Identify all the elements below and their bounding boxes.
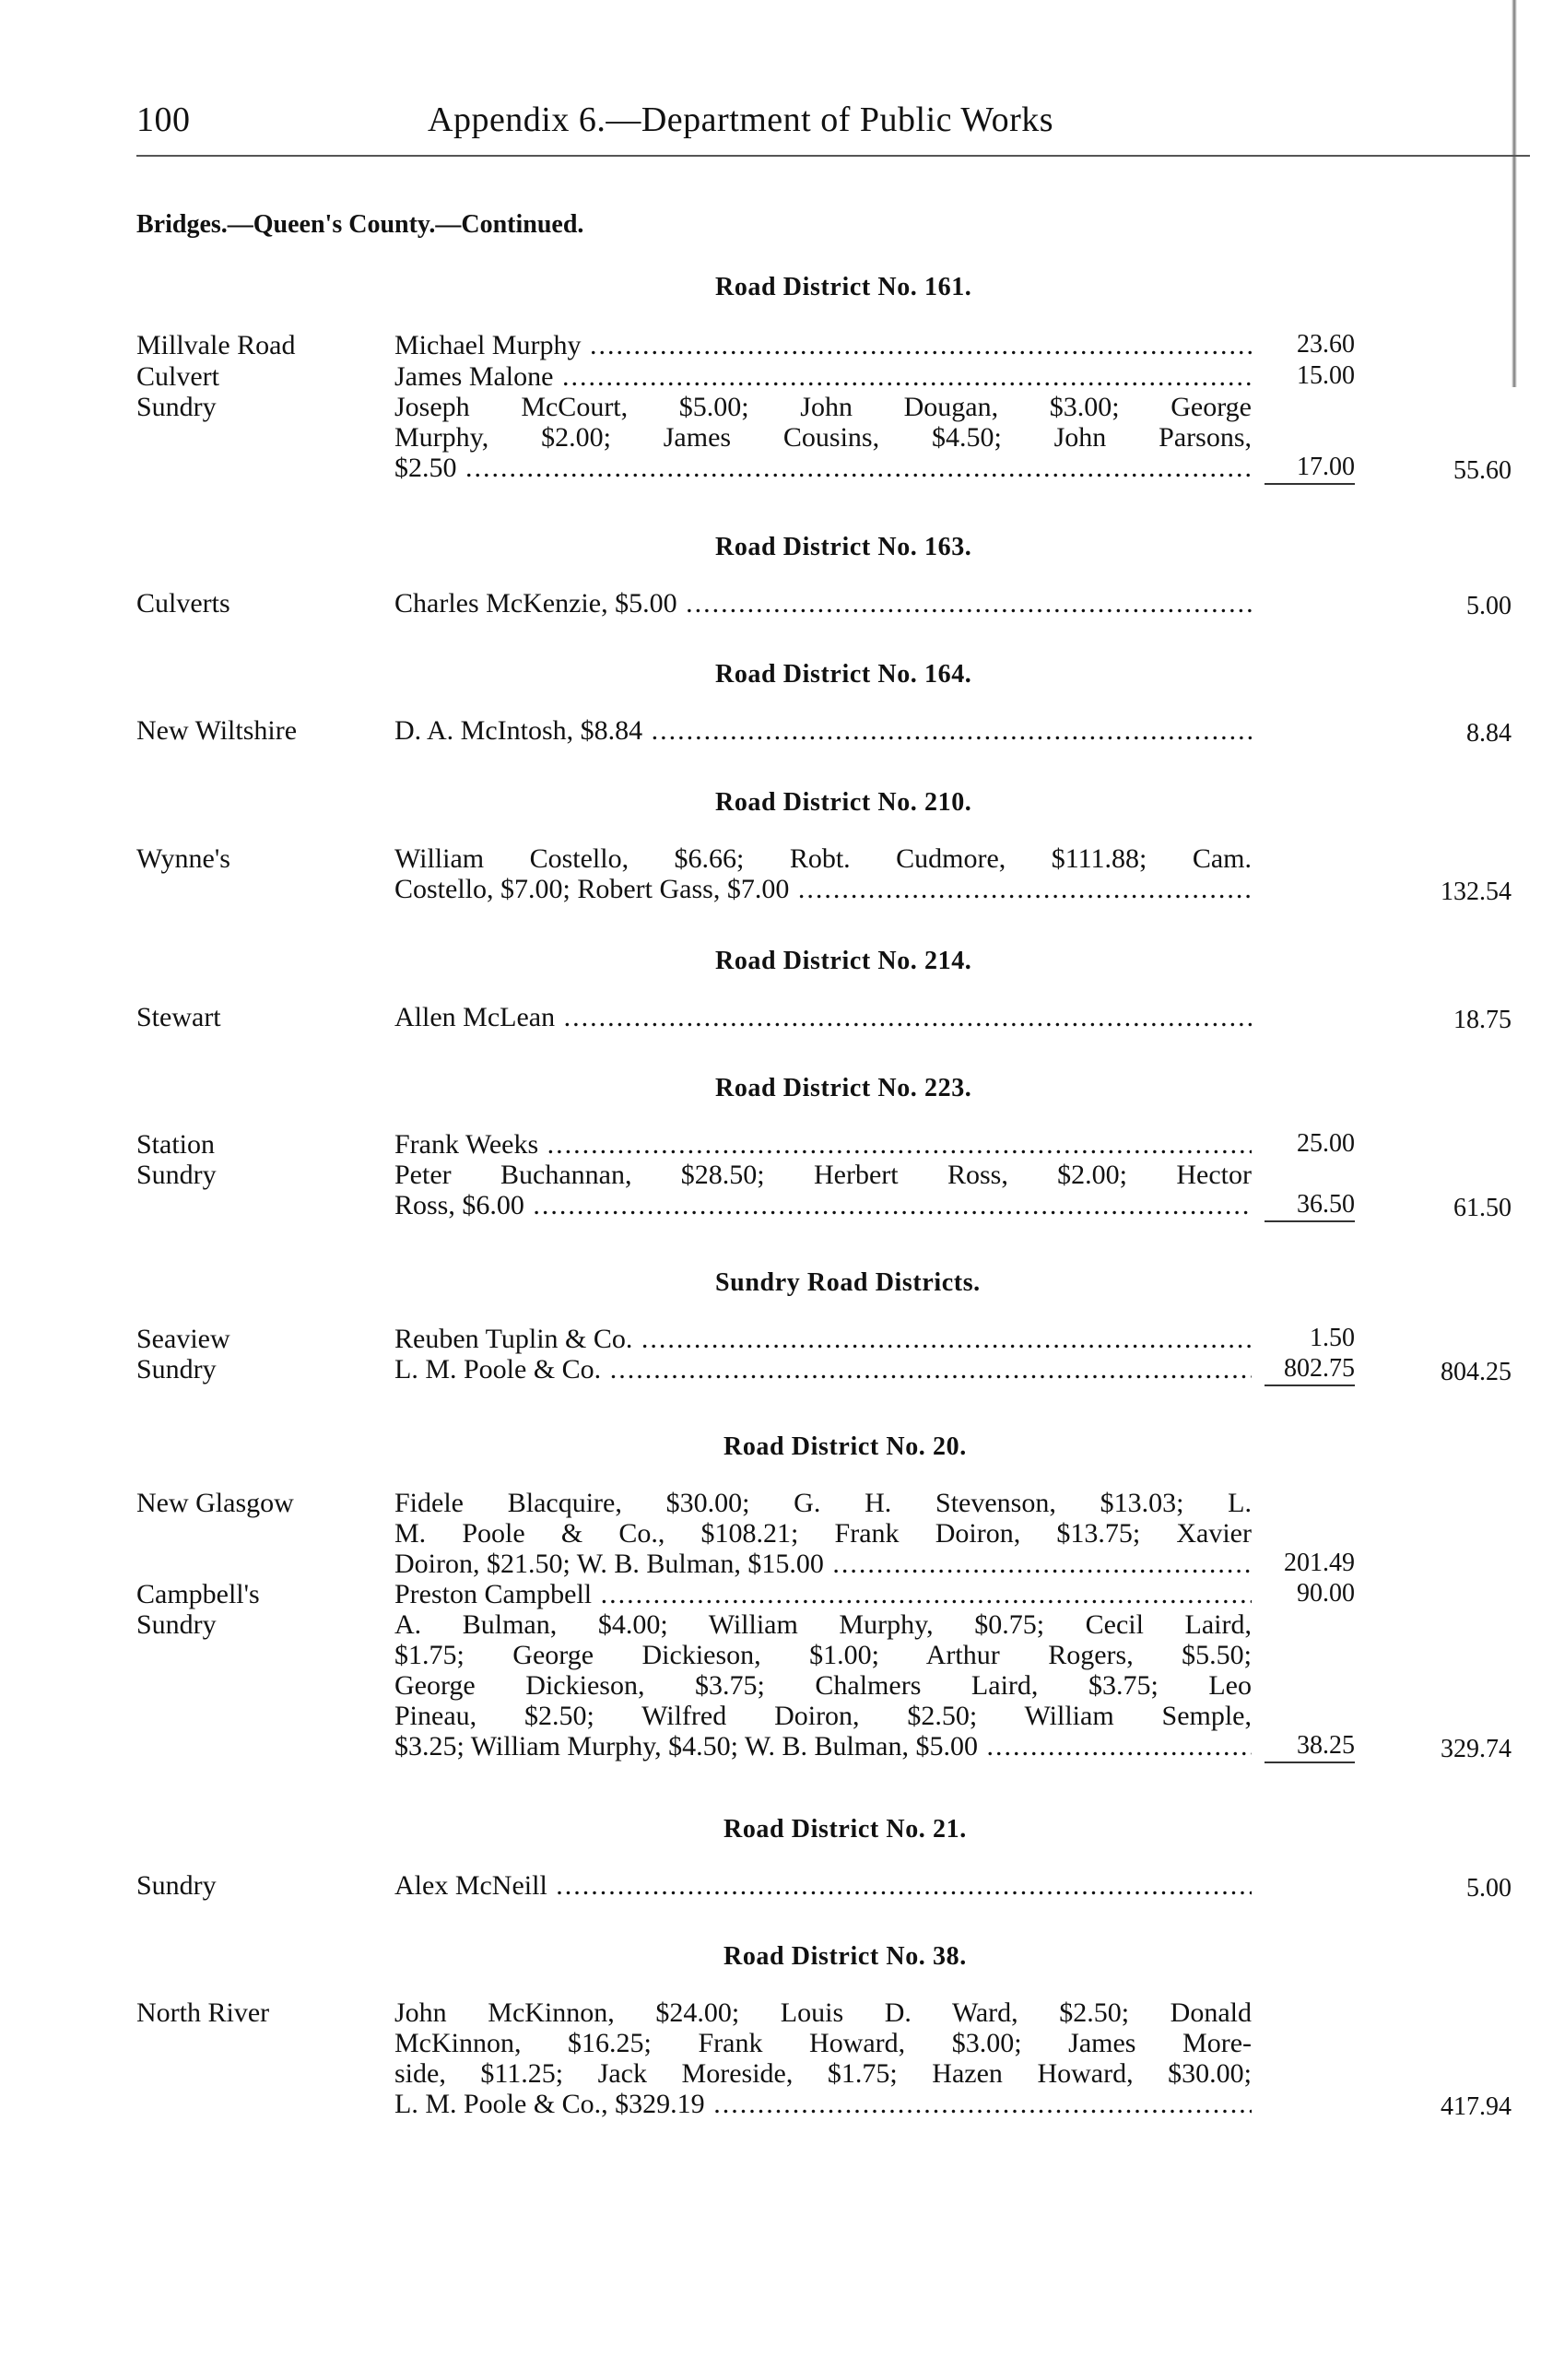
- entry-location: New Glasgow: [136, 1488, 294, 1518]
- entry-location: Sundry: [136, 1609, 217, 1640]
- description-line: Pineau, $2.50; Wilfred Doiron, $2.50; William Semple,: [394, 1701, 1252, 1731]
- description-line: Murphy, $2.00; James Cousins, $4.50; John Parsons,: [394, 422, 1252, 453]
- entry-description: [394, 1997, 1252, 2119]
- entry-amount: 25.00: [1297, 1129, 1355, 1158]
- description-line: Charles McKenzie, $5.00 .....: [394, 588, 1252, 619]
- entry-amount: 201.49: [1284, 1549, 1355, 1577]
- district-heading: Road District No. 38.: [723, 1942, 967, 1971]
- description-line: Reuben Tuplin & Co. .....: [394, 1324, 1252, 1354]
- entry-location: Sundry: [136, 392, 217, 422]
- entry-amount: 15.00: [1297, 361, 1355, 390]
- entry-description: [394, 1002, 1252, 1032]
- subtotal-rule: [1265, 483, 1355, 485]
- entry-description: [394, 392, 1252, 483]
- subtotal-rule: [1265, 1761, 1355, 1763]
- entry-location: New Wiltshire: [136, 715, 298, 746]
- entry-description: [394, 1160, 1252, 1220]
- page-title: Appendix 6.—Department of Public Works: [428, 100, 1054, 139]
- entry-description: [394, 1870, 1252, 1901]
- entry-description: [394, 1609, 1252, 1761]
- entry-location: North River: [136, 1997, 270, 2028]
- description-line: Joseph McCourt, $5.00; John Dougan, $3.00; George: [394, 392, 1252, 422]
- description-line: M. Poole & Co., $108.21; Frank Doiron, $13.75; Xavier: [394, 1518, 1252, 1549]
- entry-amount: 802.75: [1284, 1354, 1355, 1383]
- description-line: William Costello, $6.66; Robt. Cudmore, $111.88; Cam.: [394, 843, 1252, 874]
- description-line: John McKinnon, $24.00; Louis D. Ward, $2.50; Donald: [394, 1997, 1252, 2028]
- district-heading: Road District No. 20.: [723, 1432, 967, 1461]
- district-heading: Road District No. 21.: [723, 1815, 967, 1844]
- entry-amount: 23.60: [1297, 330, 1355, 359]
- district-heading: Road District No. 223.: [715, 1074, 972, 1102]
- description-line: A. Bulman, $4.00; William Murphy, $0.75; Cecil Laird,: [394, 1609, 1252, 1640]
- district-heading: Road District No. 164.: [715, 660, 972, 689]
- scan-edge-shadow: [1512, 0, 1517, 387]
- description-line: Frank Weeks .....: [394, 1129, 1252, 1160]
- district-heading: Road District No. 161.: [715, 273, 972, 301]
- description-line: Allen McLean .....: [394, 1002, 1252, 1032]
- district-total: 5.00: [1466, 592, 1512, 620]
- header-rule: [136, 155, 1530, 157]
- entry-location: Culverts: [136, 588, 230, 619]
- description-line: Michael Murphy .....: [394, 330, 1252, 360]
- entry-location: Seaview: [136, 1324, 230, 1354]
- district-total: 8.84: [1466, 719, 1512, 748]
- entry-amount: 36.50: [1297, 1190, 1355, 1219]
- description-line: Alex McNeill .....: [394, 1870, 1252, 1901]
- entry-description: [394, 1129, 1252, 1160]
- entry-description: [394, 1488, 1252, 1579]
- entry-description: [394, 1324, 1252, 1354]
- entry-description: [394, 330, 1252, 360]
- entry-location: Sundry: [136, 1870, 217, 1901]
- description-line: Preston Campbell .....: [394, 1579, 1252, 1609]
- entry-amount: 17.00: [1297, 453, 1355, 481]
- entry-location: Campbell's: [136, 1579, 260, 1609]
- entry-location: Sundry: [136, 1160, 217, 1190]
- district-total: 61.50: [1453, 1194, 1512, 1222]
- entry-location: Wynne's: [136, 843, 230, 874]
- entry-amount: 90.00: [1297, 1579, 1355, 1608]
- entry-location: Culvert: [136, 361, 219, 392]
- district-total: 417.94: [1441, 2092, 1512, 2121]
- subtotal-rule: [1265, 1220, 1355, 1222]
- district-total: 5.00: [1466, 1874, 1512, 1903]
- district-heading: Road District No. 210.: [715, 788, 972, 817]
- description-line: $3.25; William Murphy, $4.50; W. B. Bulman, $5.00 .....: [394, 1731, 1252, 1761]
- section-title: Bridges.—Queen's County.—Continued.: [136, 210, 584, 239]
- description-line: $1.75; George Dickieson, $1.00; Arthur Rogers, $5.50;: [394, 1640, 1252, 1670]
- entry-description: [394, 715, 1252, 746]
- entry-amount: 1.50: [1310, 1324, 1355, 1352]
- description-line: $2.50 .....: [394, 453, 1252, 483]
- entry-description: [394, 588, 1252, 619]
- description-line: James Malone .....: [394, 361, 1252, 392]
- description-line: Costello, $7.00; Robert Gass, $7.00 .....: [394, 874, 1252, 904]
- entry-description: [394, 361, 1252, 392]
- entry-amount: 38.25: [1297, 1731, 1355, 1760]
- subtotal-rule: [1265, 1384, 1355, 1386]
- description-line: D. A. McIntosh, $8.84 .....: [394, 715, 1252, 746]
- page-number: 100: [136, 100, 191, 139]
- district-total: 329.74: [1441, 1735, 1512, 1763]
- district-heading: Road District No. 214.: [715, 947, 972, 975]
- entry-description: [394, 1579, 1252, 1609]
- entry-location: Millvale Road: [136, 330, 296, 360]
- description-line: Doiron, $21.50; W. B. Bulman, $15.00 .....: [394, 1549, 1252, 1579]
- entry-description: [394, 843, 1252, 904]
- district-heading: Sundry Road Districts.: [715, 1268, 981, 1297]
- description-line: Ross, $6.00 .....: [394, 1190, 1252, 1220]
- description-line: side, $11.25; Jack Moreside, $1.75; Hazen Howard, $30.00;: [394, 2058, 1252, 2089]
- district-heading: Road District No. 163.: [715, 533, 972, 561]
- description-line: McKinnon, $16.25; Frank Howard, $3.00; James More-: [394, 2028, 1252, 2058]
- district-total: 804.25: [1441, 1358, 1512, 1386]
- description-line: Peter Buchannan, $28.50; Herbert Ross, $2.00; Hector: [394, 1160, 1252, 1190]
- description-line: L. M. Poole & Co. .....: [394, 1354, 1252, 1384]
- entry-location: Stewart: [136, 1002, 221, 1032]
- entry-location: Station: [136, 1129, 216, 1160]
- entry-description: [394, 1354, 1252, 1384]
- description-line: L. M. Poole & Co., $329.19 .....: [394, 2089, 1252, 2119]
- description-line: Fidele Blacquire, $30.00; G. H. Stevenson, $13.03; L.: [394, 1488, 1252, 1518]
- description-line: George Dickieson, $3.75; Chalmers Laird, $3.75; Leo: [394, 1670, 1252, 1701]
- district-total: 18.75: [1453, 1006, 1512, 1034]
- district-total: 55.60: [1453, 456, 1512, 485]
- entry-location: Sundry: [136, 1354, 217, 1384]
- district-total: 132.54: [1441, 878, 1512, 906]
